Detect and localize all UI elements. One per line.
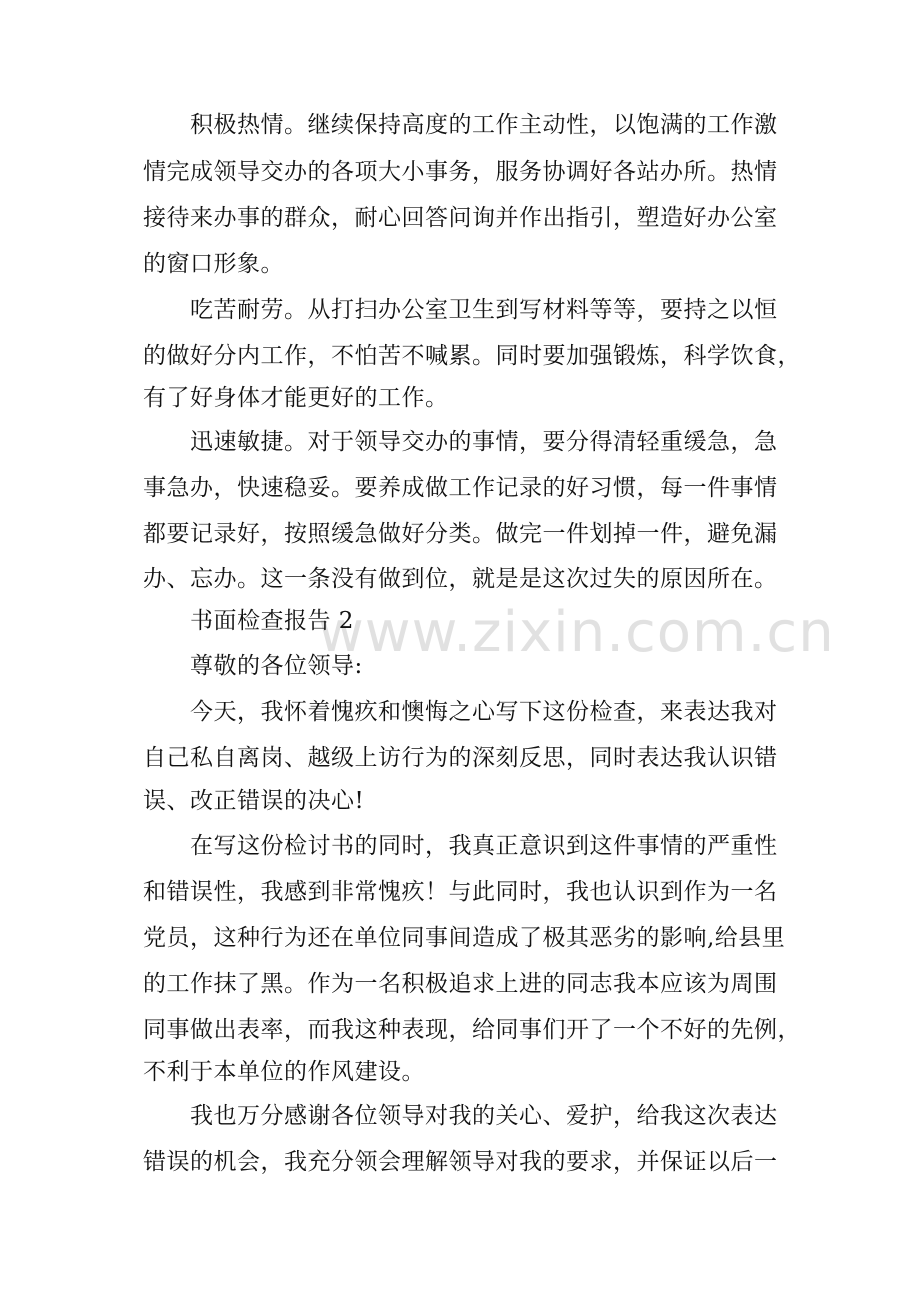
watermark-text: www.zixin.com.cn [318,600,835,665]
text-line: 今天，我怀着愧疚和懊悔之心写下这份检查，来表达我对 [143,699,778,725]
text-line: 同事做出表率，而我这种表现，给同事们开了一个不好的先例， [143,1017,801,1043]
text-line: 误、改正错误的决心! [143,788,365,814]
text-line: 的工作抹了黑。作为一名积极追求上进的同志我本应该为周围 [143,971,778,997]
text-line: 和错误性，我感到非常愧疚！与此同时，我也认识到作为一名 [143,879,778,905]
section-heading: 书面检查报告 2 [143,608,354,634]
text-line: 积极热情。继续保持高度的工作主动性，以饱满的工作激 [143,112,778,138]
text-line: 的做好分内工作，不怕苦不喊累。同时要加强锻炼，科学饮食， [143,343,801,369]
text-line: 不利于本单位的作风建设。 [143,1059,425,1085]
text-line: 情完成领导交办的各项大小事务，服务协调好各站办所。热情 [143,159,778,185]
text-line: 自己私自离岗、越级上访行为的深刻反思，同时表达我认识错 [143,745,778,771]
text-line: 吃苦耐劳。从打扫办公室卫生到写材料等等，要持之以恒 [143,297,778,323]
text-line: 的窗口形象。 [143,251,284,277]
text-line: 在写这份检讨书的同时，我真正意识到这件事情的严重性 [143,833,778,859]
salutation: 尊敬的各位领导: [143,653,363,679]
text-line: 事急办，快速稳妥。要养成做工作记录的好习惯，每一件事情 [143,475,778,501]
text-line: 党员，这种行为还在单位同事间造成了极其恶劣的影响,给县里 [143,925,786,951]
text-line: 错误的机会，我充分领会理解领导对我的要求，并保证以后一 [143,1149,778,1175]
text-line: 有了好身体才能更好的工作。 [143,385,449,411]
text-line: 迅速敏捷。对于领导交办的事情，要分得清轻重缓急，急 [143,429,778,455]
text-line: 都要记录好，按照缓急做好分类。做完一件划掉一件，避免漏 [143,521,778,547]
text-line: 接待来办事的群众，耐心回答问询并作出指引，塑造好办公室 [143,205,778,231]
text-line: 我也万分感谢各位领导对我的关心、爱护，给我这次表达 [143,1103,778,1129]
text-line: 办、忘办。这一条没有做到位，就是是这次过失的原因所在。 [143,566,778,592]
